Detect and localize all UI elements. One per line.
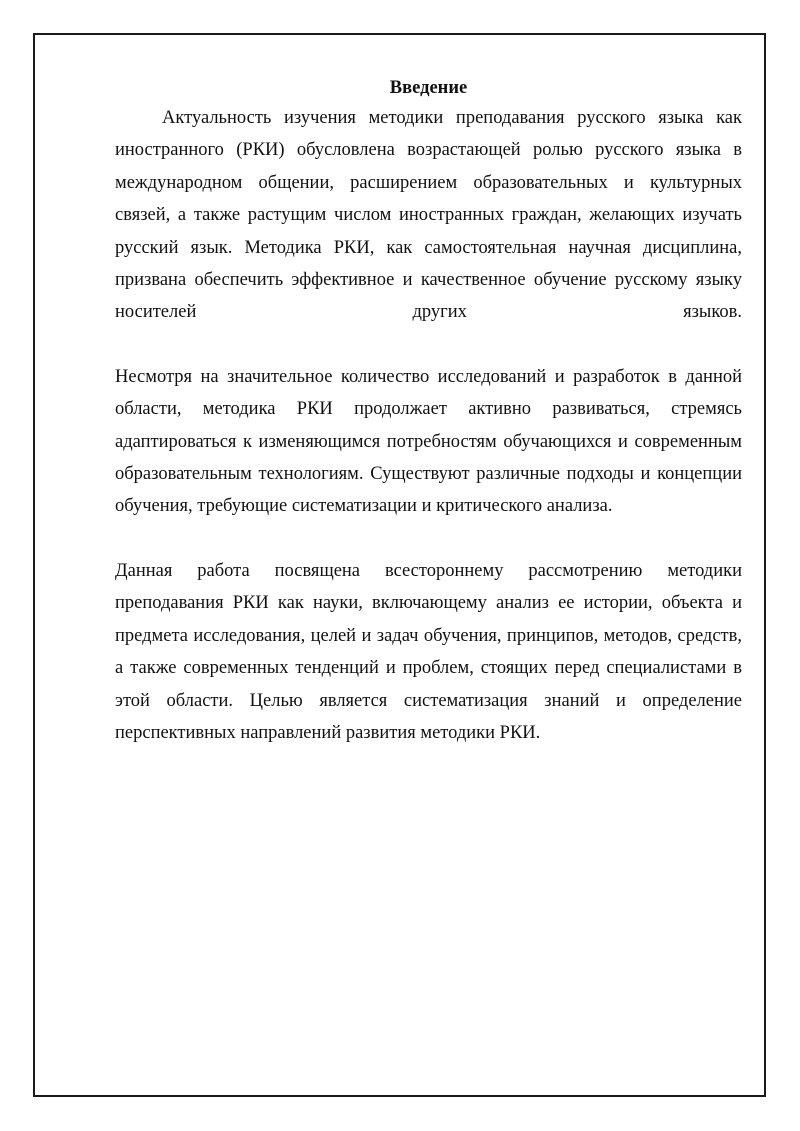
paragraph-3: Данная работа посвящена всестороннему рассмотрению методики преподавания РКИ как науки, включающему анализ ее истории, объекта и предмета исследования, целей и задач обучения, принципов, методов, средств, а также современных тенденций и проблем, стоящих перед специалистами в этой области. Целью является систематизация знаний и определение перспективных направлений развития методики РКИ. — [115, 560, 742, 743]
paragraph-1: Актуальность изучения методики преподавания русского языка как иностранного (РКИ) обусловлена возрастающей ролью русского языка в международном общении, расширением образовательных и культурных связей, а также растущим числом иностранных граждан, желающих изучать русский язык. Методика РКИ, как самостоятельная научная дисциплина, призвана обеспечить эффективное и качественное обучение русскому языку носителей других языков. — [115, 108, 742, 323]
paragraph-spacer — [115, 523, 742, 555]
paragraph-spacer — [115, 329, 742, 361]
paragraph-2: Несмотря на значительное количество исследований и разработок в данной области, методика РКИ продолжает активно развиваться, стремясь адаптироваться к изменяющимся потребностям обучающихся и современным образовательным технологиям. Существуют различные подходы и концепции обучения, требующие систематизации и критического анализа. — [115, 366, 742, 517]
section-title: Введение — [389, 78, 468, 98]
document-body — [115, 76, 742, 749]
